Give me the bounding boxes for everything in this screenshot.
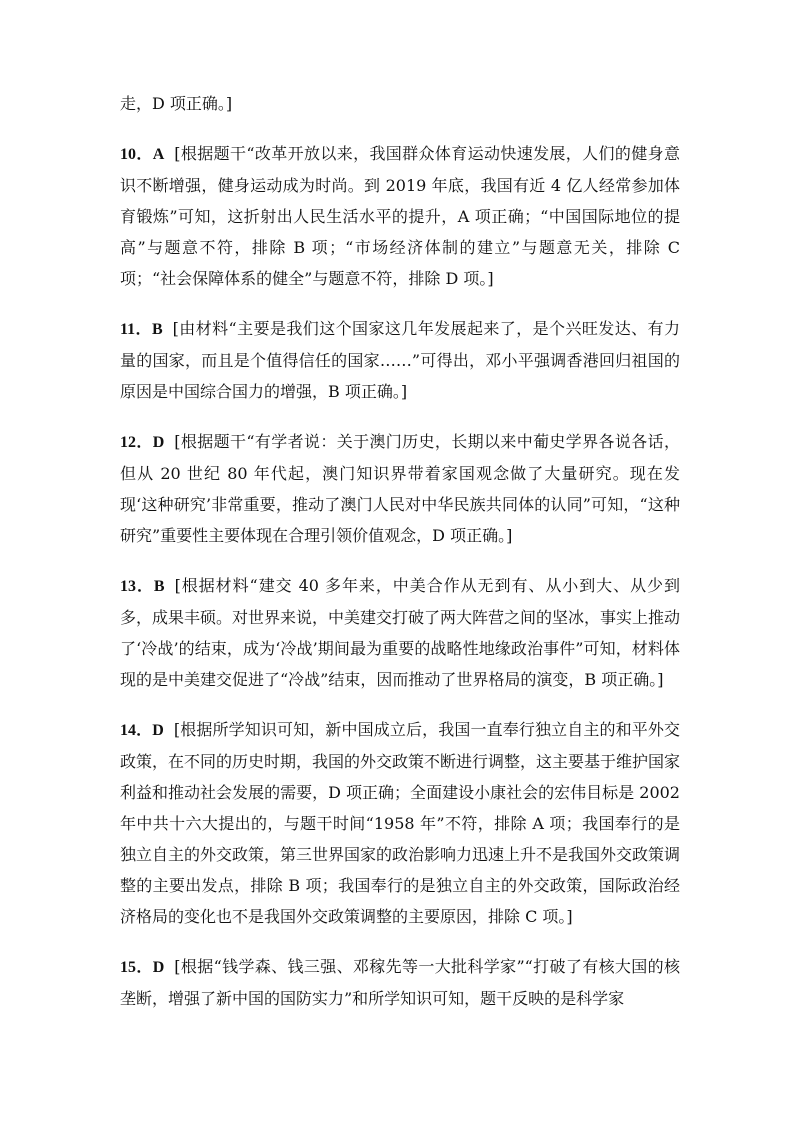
continuation-paragraph [120, 88, 680, 119]
question-number: 12． [120, 434, 153, 451]
continuation-text: 走，D 项正确。] [120, 94, 233, 113]
question-number: 10． [120, 146, 153, 163]
answer-letter: D [152, 959, 165, 976]
explanation-text: [由材料“主要是我们这个国家这几年发展起来了，是个兴旺发达、有力量的国家，而且是个值得信任的国家……”可得出，邓小平强调香港回归祖国的原因是中国综合国力的增强，B 项正确。] [120, 319, 680, 401]
answer-letter: B [151, 321, 163, 338]
answer-item-11 [120, 313, 680, 407]
question-number: 14． [120, 722, 153, 739]
answer-letter: B [153, 578, 165, 595]
answer-letter: A [152, 146, 165, 163]
answer-item-15 [120, 951, 680, 1014]
question-number: 11． [120, 321, 152, 338]
explanation-text: [根据题干“有学者说：关于澳门历史，长期以来中葡史学界各说各话，但从 20 世纪 80 年代起，澳门知识界带着家国观念做了大量研究。现在发现‘这种研究’非常重要，推动了澳门人民对中华民族共同体的认同”可知，“这种研究”重要性主要体现在合理引领价值观念，D 项正确。] [120, 432, 680, 545]
explanation-text: [根据题干“改革开放以来，我国群众体育运动快速发展，人们的健身意识不断增强，健身运动成为时尚。到 2019 年底，我国有近 4 亿人经常参加体育锻炼”可知，这折射出人民生活水平的提升，A 项正确；“中国国际地位的提高”与题意不符，排除 B 项；“市场经济体制的建立”与题意无关，排除 C 项；“社会保障体系的健全”与题意不符，排除 D 项。] [120, 144, 680, 288]
answer-item-14 [120, 714, 680, 932]
explanation-text: [根据材料“建交 40 多年来，中美合作从无到有、从小到大、从少到多，成果丰硕。对世界来说，中美建交打破了两大阵营之间的坚冰，事实上推动了‘冷战’的结束，成为‘冷战’期间最为重要的战略性地缘政治事件”可知，材料体现的是中美建交促进了“冷战”结束，因而推动了世界格局的演变，B 项正确。] [120, 576, 681, 689]
answer-item-12 [120, 426, 680, 551]
answer-item-10 [120, 138, 680, 294]
answer-letter: D [152, 434, 165, 451]
question-number: 15． [120, 959, 153, 976]
explanation-text: [根据“钱学森、钱三强、邓稼先等一大批科学家”“打破了有核大国的核垄断，增强了新中国的国防实力”和所学知识可知，题干反映的是科学家 [120, 957, 680, 1008]
answer-item-13 [120, 570, 680, 695]
explanation-text: [根据所学知识可知，新中国成立后，我国一直奉行独立自主的和平外交政策，在不同的历史时期，我国的外交政策不断进行调整，这主要基于维护国家利益和推动社会发展的需要，D 项正确；全面建设小康社会的宏伟目标是 2002 年中共十六大提出的，与题干时间“1958 年”不符，排除 A 项；我国奉行的是独立自主的外交政策，第三世界国家的政治影响力迅速上升不是我国外交政策调整的主要出发点，排除 B 项；我国奉行的是独立自主的外交政策，国际政治经济格局的变化也不是我国外交政策调整的主要原因，排除 C 项。] [120, 720, 681, 926]
question-number: 13． [120, 578, 154, 595]
answer-letter: D [152, 722, 164, 739]
answer-key-page [120, 88, 680, 1033]
